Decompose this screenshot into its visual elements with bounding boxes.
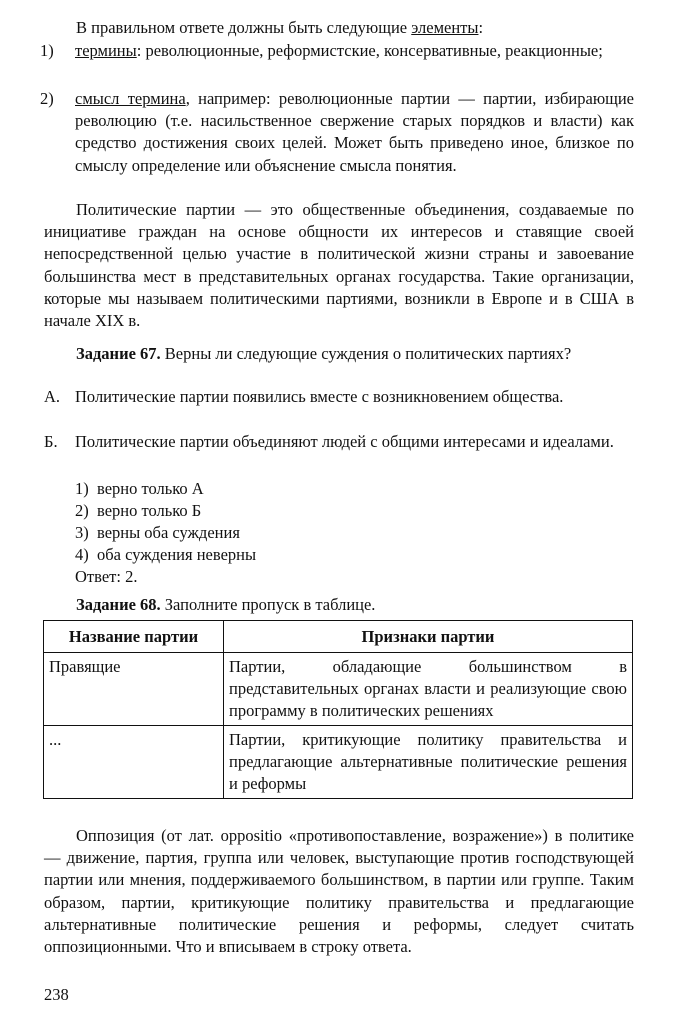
element-number-1: 1) <box>40 41 54 60</box>
element-text-2: , например: революционные партии — партии, избирающие революцию (т.е. насильственное свержение старых порядков и власти) как средство достижения своих целей. Может быть приведено иное, близкое по смыслу определение или объяснение смысла понятия. <box>75 89 635 175</box>
task-68-heading <box>44 594 634 616</box>
answer-option-3: 3) верны оба суждения <box>75 523 240 542</box>
answer-option-2: 2) верно только Б <box>75 501 202 520</box>
table-cell-name-blank: ... <box>44 726 224 799</box>
header-party-features: Признаки партии <box>224 621 633 653</box>
table-cell-name: Правящие <box>44 653 224 726</box>
intro-lead: В правильном ответе должны быть следующие <box>76 18 412 37</box>
task-67-answer: Ответ: 2. <box>75 567 138 586</box>
table-row <box>44 726 633 799</box>
parties-table <box>43 620 633 799</box>
table-row <box>44 653 633 726</box>
element-item-2 <box>75 88 634 177</box>
table-header-row <box>44 621 633 653</box>
element-term-2: смысл термина <box>75 89 186 108</box>
page-number: 238 <box>44 985 69 1004</box>
header-party-name: Название партии <box>44 621 224 653</box>
answer-option-4: 4) оба суждения неверны <box>75 545 257 564</box>
statement-letter-a: А. <box>44 387 61 406</box>
statement-b: Политические партии объединяют людей с общими интересами и идеалами. <box>75 432 614 451</box>
element-item-1 <box>75 40 634 62</box>
intro-underlined-word: элементы <box>411 18 479 37</box>
element-text-1: : революционные, реформистские, консервативные, реакционные; <box>136 41 603 60</box>
task-67-heading <box>44 343 634 365</box>
task-68-label: Задание 68. <box>76 595 161 614</box>
statement-a: Политические партии появились вместе с возникновением общества. <box>75 387 564 406</box>
answer-option-1: 1) верно только А <box>75 479 204 498</box>
paragraph-parties: Политические партии — это общественные объединения, создаваемые по инициативе граждан на основе общности их интересов и ставящие своей непосредственной целью участие в политической жизни страны и завоевание большинства мест в представительных органах государства. Такие организации, которые мы называем политическими партиями, возникли в Европе и в США в начале XIX в. <box>44 200 634 331</box>
paragraph-opposition: Оппозиция (от лат. oppositio «противопоставление, возражение») в политике — движение, партия, группа или человек, выступающие против господствующей партии или мнения, поддерживаемого большинством, в партии или группе. Таким образом, партии, критикующие политику правительства и предлагающие альтернативные политические решения и реформы, следует считать оппозиционными. Что и вписываем в строку ответа. <box>44 826 634 957</box>
task-68-instruction: Заполните пропуск в таблице. <box>160 595 376 614</box>
task-67-question: Верны ли следующие суждения о политических партиях? <box>160 344 572 363</box>
statement-letter-b: Б. <box>44 432 58 451</box>
table-cell-features: Партии, обладающие большинством в представительных органах власти и реализующие свою программу в политических решениях <box>224 653 633 726</box>
intro-line <box>44 17 634 39</box>
intro-colon: : <box>478 18 484 37</box>
table-cell-features: Партии, критикующие политику правительства и предлагающие альтернативные политические решения и реформы <box>224 726 633 799</box>
element-term-1: термины <box>75 41 137 60</box>
task-67-label: Задание 67. <box>76 344 161 363</box>
element-number-2: 2) <box>40 89 54 108</box>
